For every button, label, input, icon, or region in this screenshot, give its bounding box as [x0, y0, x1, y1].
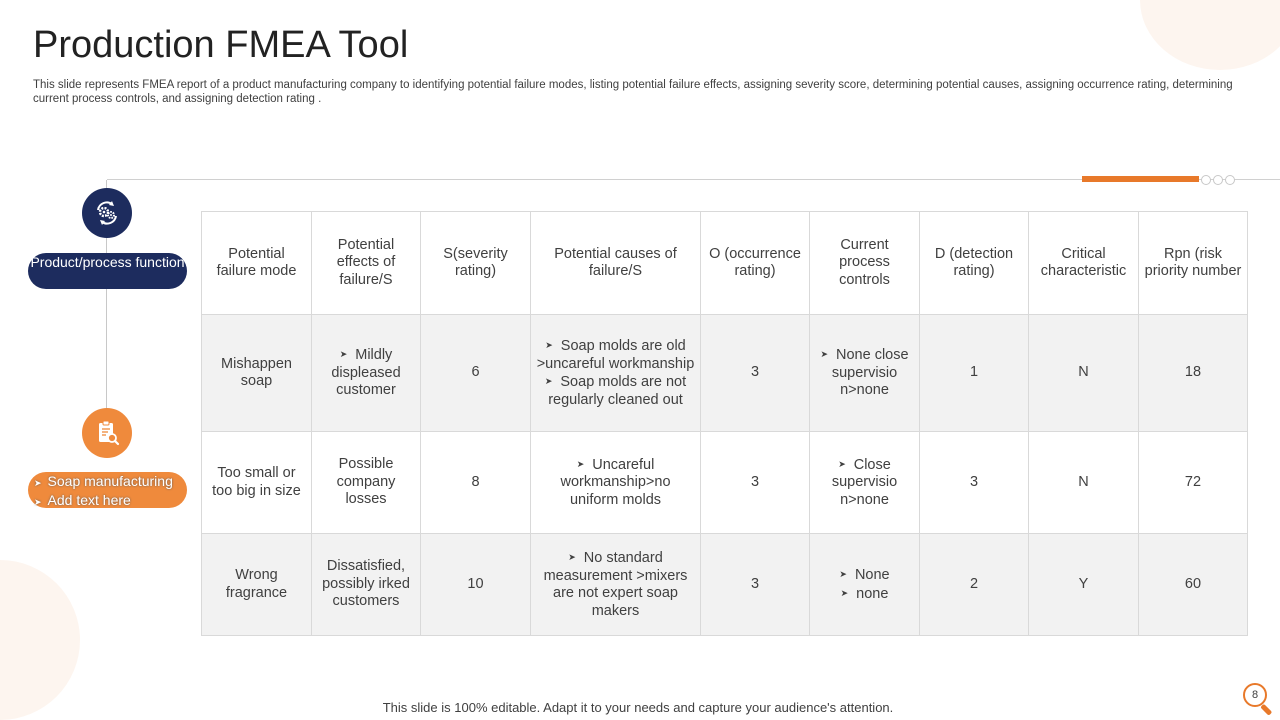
header-critical: Critical characteristic	[1029, 212, 1139, 315]
footer-note: This slide is 100% editable. Adapt it to your needs and capture your audience's attention.	[382, 700, 894, 715]
cell-occurrence: 3	[701, 534, 810, 636]
table-header-row	[202, 212, 1248, 315]
cell-rpn: 60	[1139, 534, 1248, 636]
bullet-arrow-icon: ➤	[840, 587, 849, 598]
cell-detection: 2	[920, 534, 1029, 636]
bullet-line: ➤ Close supervisio n>none	[831, 456, 898, 508]
cell-failure-mode: Too small or too big in size	[202, 432, 312, 534]
cell-detection: 3	[920, 432, 1029, 534]
cell-rpn: 72	[1139, 432, 1248, 534]
bullet-arrow-icon: ➤	[34, 478, 42, 488]
dot	[1201, 175, 1211, 185]
page-subtitle: This slide represents FMEA report of a product manufacturing company to identifying potential failure modes, listing potential failure effects, assigning severity score, determining potential causes, assigning occurrence rating, determining current process controls, and assigning detection rating .	[33, 79, 1233, 105]
header-rpn: Rpn (risk priority number	[1139, 212, 1248, 315]
bullet-arrow-icon: ➤	[34, 497, 42, 507]
cell-effects: Dissatisfied, possibly irked customers	[312, 534, 421, 636]
bullet-arrow-icon: ➤	[576, 458, 585, 469]
cell-critical: N	[1029, 315, 1139, 432]
list-item: ➤ Soap manufacturing	[34, 473, 173, 489]
cell-occurrence: 3	[701, 315, 810, 432]
cell-effects: Possible company losses	[312, 432, 421, 534]
table-row	[202, 315, 1248, 432]
cell-severity: 10	[421, 534, 531, 636]
cell-controls	[810, 534, 920, 636]
header-causes: Potential causes of failure/S	[531, 212, 701, 315]
accent-bar	[1082, 176, 1199, 182]
header-occurrence: O (occurrence rating)	[701, 212, 810, 315]
bullet-line: ➤ Mildly displeased customer	[331, 347, 401, 399]
cell-critical: Y	[1029, 534, 1139, 636]
header-controls: Current process controls	[810, 212, 920, 315]
header-detection: D (detection rating)	[920, 212, 1029, 315]
bullet-line: ➤ Uncareful workmanship>no uniform molds	[560, 456, 671, 508]
page-title: Production FMEA Tool	[33, 24, 409, 66]
bullet-arrow-icon: ➤	[339, 349, 348, 360]
cell-detection: 1	[920, 315, 1029, 432]
bullet-arrow-icon: ➤	[839, 569, 847, 579]
cell-causes	[531, 432, 701, 534]
cell-rpn: 18	[1139, 315, 1248, 432]
gears-cycle-icon	[82, 188, 132, 238]
bullet-arrow-icon: ➤	[820, 349, 828, 360]
table-row	[202, 432, 1248, 534]
cell-occurrence: 3	[701, 432, 810, 534]
bullet-line: ➤ No standard measurement >mixers are not expert soap makers	[543, 550, 688, 619]
bullet-arrow-icon: ➤	[568, 552, 576, 562]
bullet-line: ➤ None	[839, 567, 890, 583]
bullet-line: ➤ None close supervisio n>none	[820, 347, 909, 399]
bullet-arrow-icon: ➤	[545, 340, 553, 350]
clipboard-search-icon	[82, 408, 132, 458]
cell-critical: N	[1029, 432, 1139, 534]
cell-failure-mode: Wrong fragrance	[202, 534, 312, 636]
decorative-circle	[1140, 0, 1280, 70]
bullet-arrow-icon: ➤	[838, 458, 846, 469]
function-label: Product/process function	[30, 254, 185, 270]
cell-controls	[810, 432, 920, 534]
table-row	[202, 534, 1248, 636]
decorative-circle	[0, 560, 80, 720]
cell-controls	[810, 315, 920, 432]
list-item: ➤ Add text here	[34, 492, 131, 508]
items-pill	[28, 472, 187, 508]
bullet-line: ➤ none	[840, 585, 889, 602]
function-pill	[28, 253, 187, 289]
bullet-arrow-icon: ➤	[544, 376, 553, 386]
fmea-table	[201, 211, 1248, 636]
cell-severity: 8	[421, 432, 531, 534]
bullet-line: ➤ Soap molds are old >uncareful workmanship	[536, 338, 695, 372]
page-number-badge: 8	[1243, 683, 1267, 707]
header-effects: Potential effects of failure/S	[312, 212, 421, 315]
dot	[1213, 175, 1223, 185]
cell-severity: 6	[421, 315, 531, 432]
bullet-line: ➤ Soap molds are not regularly cleaned out	[544, 374, 687, 408]
cell-causes	[531, 534, 701, 636]
cell-causes	[531, 315, 701, 432]
header-failure-mode: Potential failure mode	[202, 212, 312, 315]
cell-effects	[312, 315, 421, 432]
cell-failure-mode: Mishappen soap	[202, 315, 312, 432]
header-severity: S(severity rating)	[421, 212, 531, 315]
dot	[1225, 175, 1235, 185]
progress-dots	[1201, 175, 1235, 185]
